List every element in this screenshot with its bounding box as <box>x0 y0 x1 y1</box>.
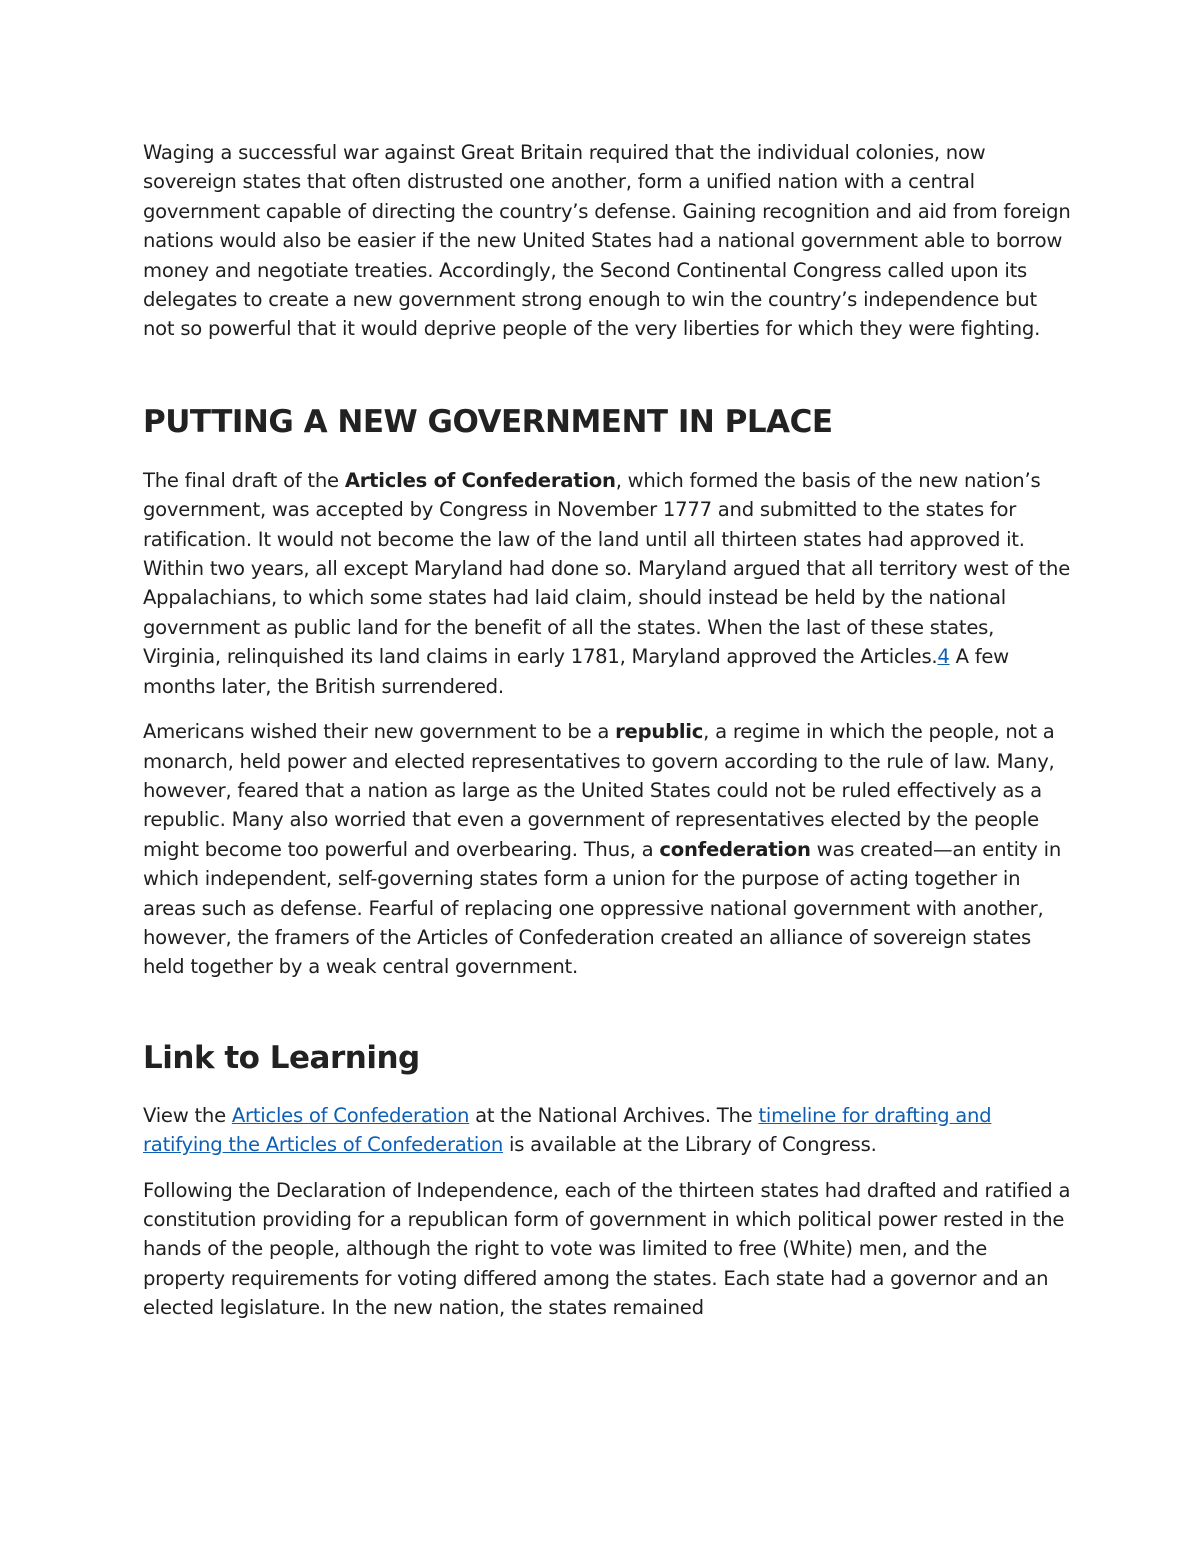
articles-of-confederation-link[interactable]: Articles of Confederation <box>231 1103 470 1127</box>
intro-paragraph <box>143 138 1073 344</box>
text-span: , which formed the basis of the new nation’s government, was accepted by Congress in November 1777 and submitted to the states for ratification. It would not become the law of the land until all thirteen states had approved it. Within two years, all except Maryland had done so. Maryland argued that all territory west of the Appalachians, to which some states had laid claim, should instead be held by the national government as public land for the benefit of all the states. When the last of these states, Virginia, relinquished its land claims in early 1781, Maryland approved the Articles. <box>143 468 1071 669</box>
document-page <box>143 138 1073 1323</box>
paragraph-declaration <box>143 1176 1073 1323</box>
section-heading-link-to-learning: Link to Learning <box>143 1039 420 1076</box>
text-span: at the National Archives. The <box>469 1103 759 1127</box>
text-span: , a regime in which the people, not a monarch, held power and elected representatives to govern according to the rule of law. Many, however, feared that a nation as large as the United States could not be ruled effectively as a republic. Many also worried that even a government of representatives elected by the people might become too powerful and overbearing. Thus, a <box>143 720 1055 861</box>
text-span: View the <box>143 1103 232 1127</box>
text-span: was created—an entity in which independent, self-governing states form a union for the purpose of acting together in areas such as defense. Fearful of replacing one oppressive national government with another, however, the framers of the Articles of Confederation created an alliance of sovereign states held together by a weak central government. <box>143 837 1061 979</box>
text-span: is available at the Library of Congress. <box>503 1133 877 1157</box>
footnote-link-4[interactable]: 4 <box>937 645 950 669</box>
bold-term-articles: Articles of Confederation <box>344 468 616 492</box>
intro-text: Waging a successful war against Great Britain required that the individual colonies, now sovereign states that often distrusted one another, form a unified nation with a central government capable of directing the country’s defense. Gaining recognition and aid from foreign nations would also be easier if the new United States had a national government able to borrow money and negotiate treaties. Accordingly, the Second Continental Congress called upon its delegates to create a new government strong enough to win the country’s independence but not so powerful that it would deprive people of the very liberties for which they were fighting. <box>143 141 1071 341</box>
paragraph-articles <box>143 466 1073 701</box>
text-span: The final draft of the <box>143 468 345 492</box>
paragraph-link-to-learning <box>143 1101 1073 1160</box>
timeline-link[interactable]: timeline for drafting and ratifying the Articles of Confederation <box>143 1103 992 1157</box>
text-span: Americans wished their new government to be a <box>143 720 616 744</box>
bold-term-confederation: confederation <box>659 837 811 861</box>
paragraph-republic <box>143 717 1073 982</box>
text-span: Following the Declaration of Independence, each of the thirteen states had drafted and ratified a constitution providing for a republican form of government in which political power rested in the hands of the people, although the right to vote was limited to free (White) men, and the property requirements for voting differed among the states. Each state had a governor and an elected legislature. In the new nation, the states remained <box>143 1178 1071 1320</box>
bold-term-republic: republic <box>615 720 704 744</box>
text-span: A few months later, the British surrendered. <box>143 645 1009 698</box>
section-heading-putting: PUTTING A NEW GOVERNMENT IN PLACE <box>143 403 833 440</box>
